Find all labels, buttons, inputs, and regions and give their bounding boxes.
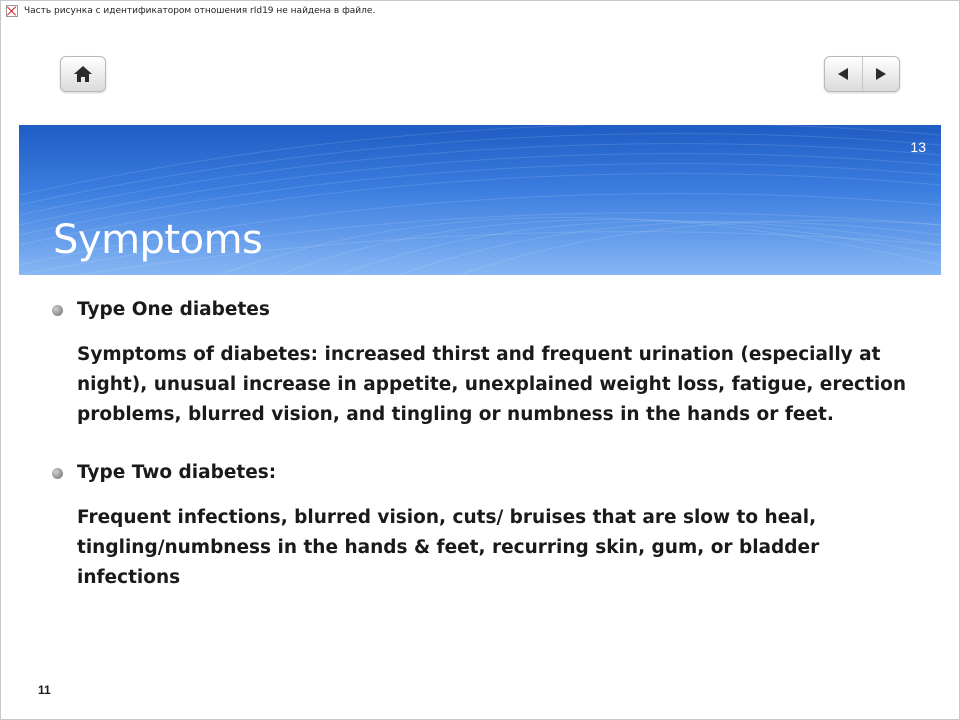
broken-image-text: Часть рисунка с идентификатором отношения rId19 не найдена в файле. [24,6,376,16]
bullet-dot [52,468,63,479]
broken-image-icon [6,5,18,17]
slide-number: 13 [910,139,926,155]
footer-page-number: 11 [38,683,51,697]
slide-header [19,125,941,275]
slide-title: Symptoms [53,217,263,263]
bullet-text: Frequent infections, blurred vision, cuts/ bruises that are slow to heal, tingling/numbness in the hands & feet, recurring skin, gum, or bladder infections [77,507,820,588]
home-icon [72,64,94,84]
bullet-type-two [52,458,914,488]
home-button[interactable] [60,56,106,92]
next-slide-button[interactable] [862,57,900,91]
bullet-text: Symptoms of diabetes: increased thirst and frequent urination (especially at night), unusual increase in appetite, unexplained weight loss, fatigue, erection problems, blurred vision, and tingling or numbness in the hands or feet. [77,344,907,425]
arrow-left-icon [835,66,851,82]
bullet-type-one [52,295,914,325]
navigation-arrows [824,56,900,92]
slide-body [52,295,914,593]
previous-slide-button[interactable] [825,57,862,91]
arrow-right-icon [873,66,889,82]
bullet-dot [52,305,63,316]
bullet-heading: Type Two diabetes: [77,462,277,483]
broken-image-notice [6,5,375,17]
bullet-heading: Type One diabetes [77,299,270,320]
